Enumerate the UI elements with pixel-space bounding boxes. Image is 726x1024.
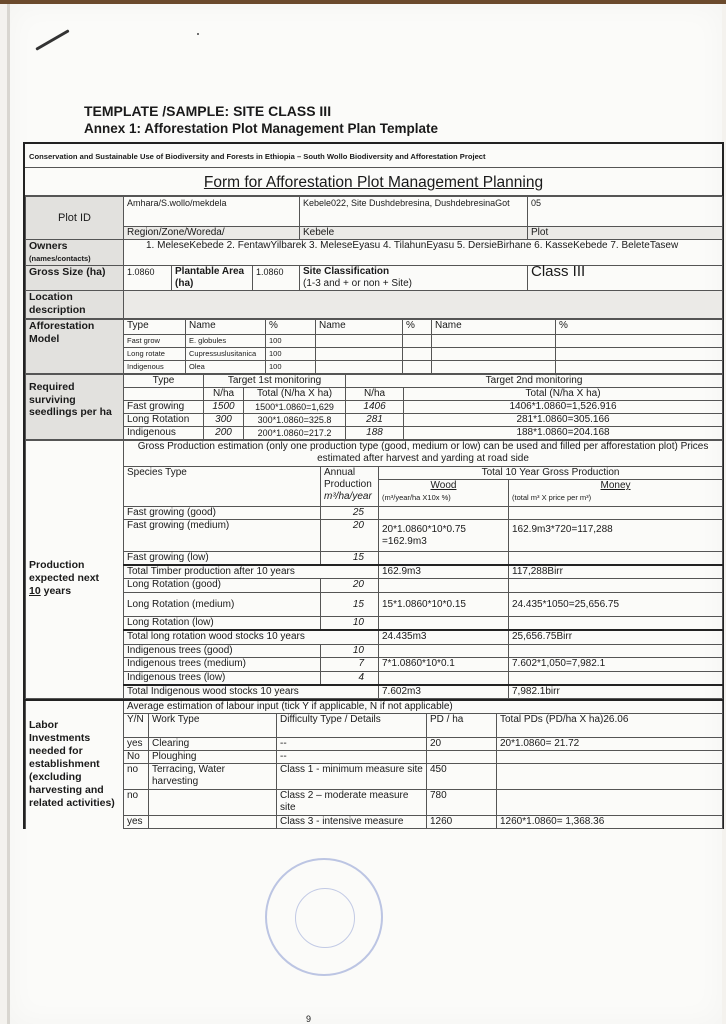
owners-value: 1. MeleseKebede 2. FentawYilbarek 3. MeleseEyasu 4. TilahunEyasu 5. DersieBirhane 6. KasseKebede 7. BeleteTasew <box>124 240 723 266</box>
money-cell: 7.602*1,050=7,982.1 <box>509 657 723 671</box>
table-row <box>26 657 723 671</box>
labor-difficulty: Class 2 – moderate measure site <box>277 790 427 816</box>
target2-header: Target 2nd monitoring <box>346 375 723 388</box>
wood-cell <box>379 617 509 631</box>
labor-total: 20*1.0860= 21.72 <box>497 738 723 751</box>
model-pct: 100 <box>266 361 316 374</box>
annual-cell: 15 <box>321 593 379 617</box>
production-label-num: 10 <box>29 585 41 597</box>
labor-work <box>149 816 277 829</box>
owners-label-text: Owners <box>29 240 68 252</box>
plot-info-table <box>25 196 723 319</box>
labor-header-work: Work Type <box>149 714 277 738</box>
production-label-line3 <box>29 585 120 598</box>
species-cell: Long Rotation (low) <box>124 617 321 631</box>
labor-header-yn: Y/N <box>124 714 149 738</box>
species-cell: Fast growing (low) <box>124 551 321 565</box>
money-cell: 25,656.75Birr <box>509 630 723 644</box>
site-class-value: Class III <box>528 266 723 291</box>
plantable-area-value: 1.0860 <box>253 266 300 291</box>
ink-dot <box>197 33 199 35</box>
species-cell: Fast growing (good) <box>124 506 321 519</box>
labor-yn: yes <box>124 738 149 751</box>
labor-work: Terracing, Water harvesting <box>149 764 277 790</box>
model-type: Indigenous <box>124 361 186 374</box>
annual-cell: 10 <box>321 617 379 631</box>
model-header-pct-3: % <box>556 320 723 335</box>
annex-title: Annex 1: Afforestation Plot Management Plan Template <box>84 121 439 136</box>
labor-yn: no <box>124 790 149 816</box>
target2-total-header: Total (N/ha X ha) <box>404 388 723 401</box>
labor-table <box>25 699 723 829</box>
labor-work: Ploughing <box>149 751 277 764</box>
production-intro: Gross Production estimation (only one production type (good, medium or low) can be used and filled per afforestation plot) Prices estimated after harvest and yarding at road side <box>124 441 723 467</box>
plot-id-label: Plot ID <box>26 197 124 240</box>
labor-difficulty: Class 3 - intensive measure <box>277 816 427 829</box>
labor-pd: 450 <box>427 764 497 790</box>
species-cell: Indigenous trees (medium) <box>124 657 321 671</box>
table-row <box>26 401 723 414</box>
model-type: Long rotate <box>124 348 186 361</box>
wood-cell <box>379 551 509 565</box>
form-title: Form for Afforestation Plot Management Planning <box>25 168 722 196</box>
total-species-cell: Total long rotation wood stocks 10 years <box>124 630 379 644</box>
wood-cell: 20*1.0860*10*0.75 =162.9m3 <box>379 519 509 551</box>
table-row <box>26 579 723 593</box>
production-label <box>26 441 124 699</box>
species-cell: Long Rotation (good) <box>124 579 321 593</box>
seedling-t1: 300*1.0860=325.8 <box>244 414 346 427</box>
model-pct: 100 <box>266 348 316 361</box>
seedling-type: Long Rotation <box>124 414 204 427</box>
seedlings-table <box>25 374 723 440</box>
table-row <box>26 348 723 361</box>
table-row <box>26 593 723 617</box>
labor-header-difficulty: Difficulty Type / Details <box>277 714 427 738</box>
money-cell <box>509 644 723 657</box>
region-value: Amhara/S.wollo/mekdela <box>124 197 300 227</box>
labor-work: Clearing <box>149 738 277 751</box>
labor-pd: 1260 <box>427 816 497 829</box>
labor-header-total: Total PDs (PD/ha X ha)26.06 <box>497 714 723 738</box>
annual-cell: 20 <box>321 579 379 593</box>
table-row <box>26 617 723 631</box>
target1-nha-header: N/ha <box>204 388 244 401</box>
labor-total <box>497 764 723 790</box>
annual-cell: 4 <box>321 671 379 685</box>
seedlings-label: Required surviving seedlings per ha <box>26 375 124 440</box>
region-label: Region/Zone/Woreda/ <box>124 227 300 240</box>
table-row <box>26 335 723 348</box>
money-cell <box>509 671 723 685</box>
labor-intro: Average estimation of labour input (tick Y if applicable, N if not applicable) <box>124 700 723 714</box>
gross-size-label: Gross Size (ha) <box>26 266 124 291</box>
money-cell: 24.435*1050=25,656.75 <box>509 593 723 617</box>
table-row <box>26 361 723 374</box>
table-row <box>26 519 723 551</box>
wood-cell: 15*1.0860*10*0.15 <box>379 593 509 617</box>
model-header-name: Name <box>186 320 266 335</box>
model-name: E. globules <box>186 335 266 348</box>
table-row <box>26 630 723 644</box>
money-cell <box>509 551 723 565</box>
template-line: TEMPLATE /SAMPLE: SITE CLASS III <box>84 103 332 119</box>
labor-pd: 20 <box>427 738 497 751</box>
table-row <box>26 738 723 751</box>
wood-cell <box>379 506 509 519</box>
kebele-value: Kebele022, Site Dushdebresina, DushdebresinaGot <box>300 197 528 227</box>
seedling-t1: 1500*1.0860=1,629 <box>244 401 346 414</box>
production-label-line1: Production <box>29 559 85 571</box>
seedling-n1: 300 <box>204 414 244 427</box>
seedling-n1: 200 <box>204 427 244 440</box>
seedling-type: Fast growing <box>124 401 204 414</box>
site-class-label: Site Classification <box>303 266 390 277</box>
site-class-hint: (1-3 and + or non + Site) <box>303 278 412 289</box>
gross-size-value: 1.0860 <box>124 266 172 291</box>
table-row <box>26 764 723 790</box>
labor-pd: 780 <box>427 790 497 816</box>
labor-difficulty: -- <box>277 738 427 751</box>
table-row <box>26 565 723 579</box>
wood-cell: 162.9m3 <box>379 565 509 579</box>
wood-header: Wood <box>379 480 509 493</box>
annual-cell: 25 <box>321 506 379 519</box>
species-cell: Indigenous trees (good) <box>124 644 321 657</box>
labor-header-pd: PD / ha <box>427 714 497 738</box>
target2-nha-header: N/ha <box>346 388 404 401</box>
table-row <box>26 506 723 519</box>
table-row <box>26 644 723 657</box>
model-header-type: Type <box>124 320 186 335</box>
model-type: Fast grow <box>124 335 186 348</box>
page-number: 9 <box>306 1014 312 1024</box>
labor-work <box>149 790 277 816</box>
model-header-pct-2: % <box>403 320 432 335</box>
table-row <box>26 427 723 440</box>
production-label-line2: expected next <box>29 572 100 584</box>
wood-cell: 7.602m3 <box>379 685 509 699</box>
kebele-label: Kebele <box>300 227 528 240</box>
wood-cell: 24.435m3 <box>379 630 509 644</box>
table-row <box>26 751 723 764</box>
labor-difficulty: Class 1 - minimum measure site <box>277 764 427 790</box>
annual-cell: 15 <box>321 551 379 565</box>
management-plan-form <box>23 142 724 829</box>
seedling-t2: 1406*1.0860=1,526.916 <box>404 401 723 414</box>
model-header-pct: % <box>266 320 316 335</box>
total-species-cell: Total Timber production after 10 years <box>124 565 379 579</box>
table-row <box>26 685 723 699</box>
annual-cell: 7 <box>321 657 379 671</box>
plantable-area-label: Plantable Area (ha) <box>172 266 253 291</box>
location-label: Location description <box>26 291 124 319</box>
model-pct: 100 <box>266 335 316 348</box>
money-cell <box>509 617 723 631</box>
owners-sublabel: (names/contacts) <box>29 253 91 263</box>
model-header-name-2: Name <box>316 320 403 335</box>
wood-cell <box>379 644 509 657</box>
site-class-cell <box>300 266 528 291</box>
labor-total <box>497 751 723 764</box>
production-table <box>25 440 723 699</box>
afforestation-model-table <box>25 319 723 374</box>
annual-production-header <box>321 467 379 507</box>
labor-pd <box>427 751 497 764</box>
seedling-n1: 1500 <box>204 401 244 414</box>
model-header-name-3: Name <box>432 320 556 335</box>
seedling-type: Indigenous <box>124 427 204 440</box>
species-cell: Fast growing (medium) <box>124 519 321 551</box>
seedling-t1: 200*1.0860=217.2 <box>244 427 346 440</box>
money-cell <box>509 579 723 593</box>
plot-value: 05 <box>528 197 723 227</box>
species-type-header: Species Type <box>124 467 321 507</box>
table-row <box>26 671 723 685</box>
model-name: Cupressuslusitanica <box>186 348 266 361</box>
official-stamp <box>265 858 383 976</box>
annual-cell: 10 <box>321 644 379 657</box>
labor-total: 1260*1.0860= 1,368.36 <box>497 816 723 829</box>
labor-difficulty: -- <box>277 751 427 764</box>
labor-yn: no <box>124 764 149 790</box>
labor-total <box>497 790 723 816</box>
wood-cell: 7*1.0860*10*0.1 <box>379 657 509 671</box>
money-unit: (total m³ X price per m³) <box>509 492 723 506</box>
total-species-cell: Total Indigenous wood stocks 10 years <box>124 685 379 699</box>
species-cell: Indigenous trees (low) <box>124 671 321 685</box>
plot-label: Plot <box>528 227 723 240</box>
money-cell: 7,982.1birr <box>509 685 723 699</box>
table-row <box>26 790 723 816</box>
seedling-n2: 281 <box>346 414 404 427</box>
annual-cell: 20 <box>321 519 379 551</box>
annual-production-title: Annual Production <box>324 467 372 490</box>
seedlings-type-header: Type <box>124 375 204 388</box>
annual-production-unit: m³/ha/year <box>324 491 372 502</box>
table-row <box>26 816 723 829</box>
project-line: Conservation and Sustainable Use of Biodiversity and Forests in Ethiopia – South Wollo Biodiversity and Afforestation Project <box>25 144 722 168</box>
document-heading <box>84 103 438 137</box>
money-cell: 162.9m3*720=117,288 <box>509 519 723 551</box>
total-10yr-header: Total 10 Year Gross Production <box>379 467 723 480</box>
labor-yn: yes <box>124 816 149 829</box>
model-name: Olea <box>186 361 266 374</box>
table-row <box>26 551 723 565</box>
money-cell <box>509 506 723 519</box>
labor-yn: No <box>124 751 149 764</box>
owners-label <box>26 240 124 266</box>
money-header: Money <box>509 480 723 493</box>
seedling-t2: 188*1.0860=204.168 <box>404 427 723 440</box>
seedling-t2: 281*1.0860=305.166 <box>404 414 723 427</box>
production-label-years: years <box>40 585 72 597</box>
table-row <box>26 414 723 427</box>
target1-header: Target 1st monitoring <box>204 375 346 388</box>
seedling-n2: 188 <box>346 427 404 440</box>
labor-label: Labor Investments needed for establishment (excluding harvesting and related activities) <box>26 700 124 829</box>
location-value <box>124 291 723 319</box>
seedling-n2: 1406 <box>346 401 404 414</box>
wood-cell <box>379 579 509 593</box>
wood-cell <box>379 671 509 685</box>
afforestation-model-label: Afforestation Model <box>26 320 124 374</box>
species-cell: Long Rotation (medium) <box>124 593 321 617</box>
money-cell: 117,288Birr <box>509 565 723 579</box>
wood-unit: (m³/year/ha X10x %) <box>379 492 509 506</box>
target1-total-header: Total (N/ha X ha) <box>244 388 346 401</box>
